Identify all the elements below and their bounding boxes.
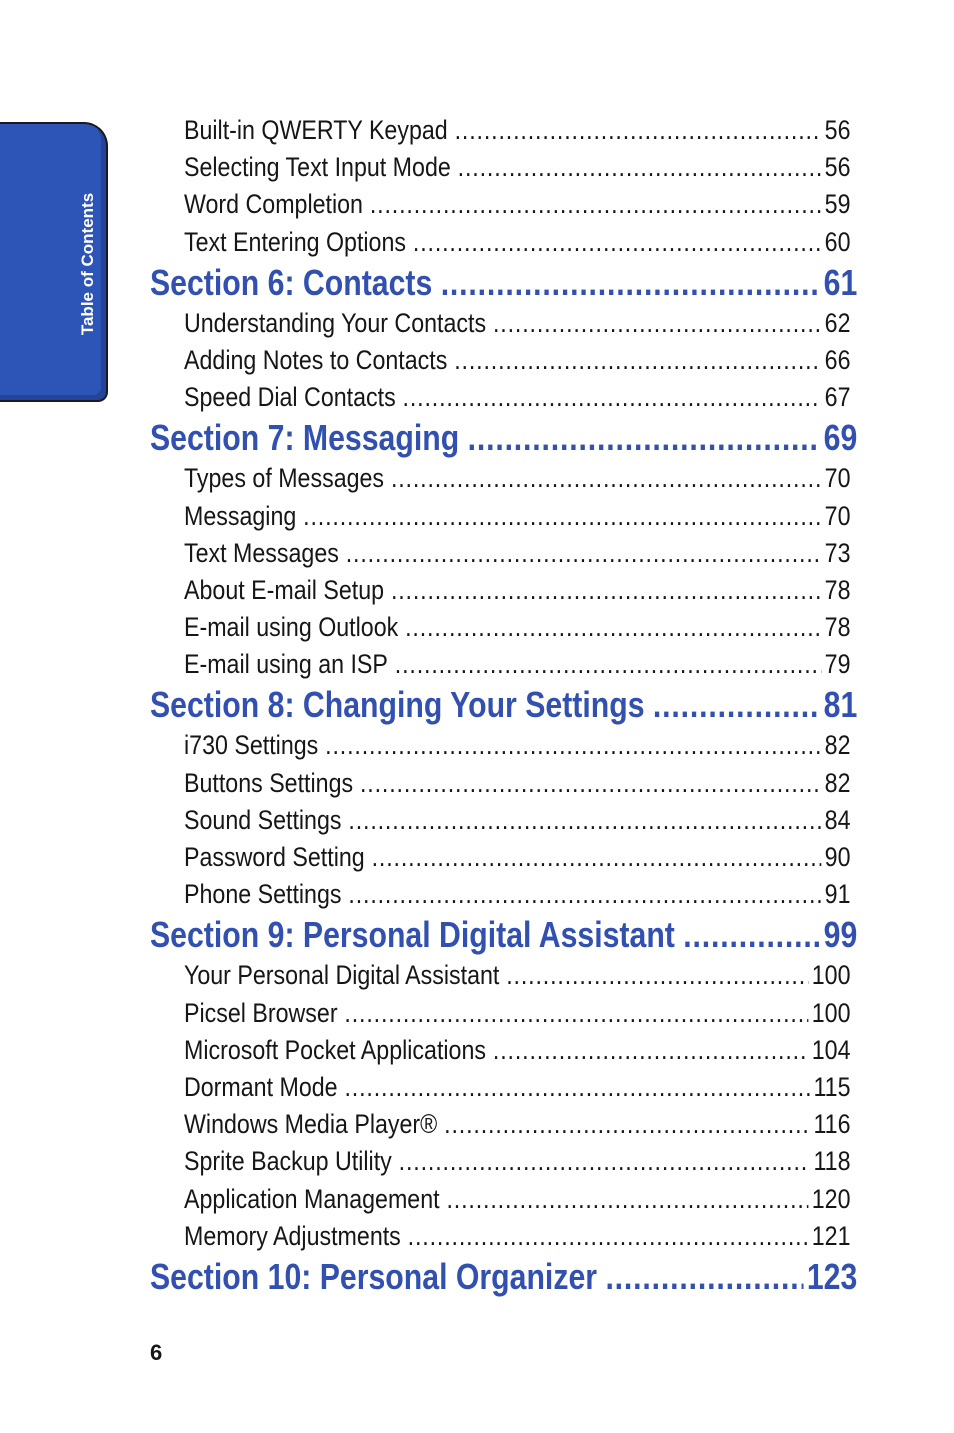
toc-entry[interactable] xyxy=(184,112,851,149)
entry-page-number: 56 xyxy=(824,152,851,183)
dot-leader xyxy=(325,727,821,764)
entry-title: Word Completion xyxy=(184,189,363,220)
dot-leader xyxy=(458,149,822,186)
entry-title: Adding Notes to Contacts xyxy=(184,344,448,375)
dot-leader xyxy=(446,1181,808,1218)
dot-leader xyxy=(346,535,821,572)
entry-page-number: 82 xyxy=(824,730,851,761)
dot-leader xyxy=(493,1032,808,1069)
section-title: Section 10: Personal Organizer xyxy=(150,1255,598,1297)
toc-entry[interactable] xyxy=(184,1143,851,1180)
entry-title: Picsel Browser xyxy=(184,997,338,1028)
section-page-number: 61 xyxy=(823,261,858,303)
entry-page-number: 66 xyxy=(824,344,851,375)
side-tab-label: Table of Contents xyxy=(78,192,97,336)
entry-title: Messaging xyxy=(184,500,297,531)
dot-leader xyxy=(408,1218,809,1255)
dot-leader xyxy=(360,765,821,802)
entry-title: Windows Media Player® xyxy=(184,1109,438,1140)
toc-entry[interactable] xyxy=(184,572,851,609)
toc-entry[interactable] xyxy=(184,1032,851,1069)
dot-leader xyxy=(493,305,821,342)
section-title: Section 7: Messaging xyxy=(150,417,460,459)
dot-leader xyxy=(444,1106,810,1143)
dot-leader xyxy=(403,379,822,416)
entry-title: E-mail using Outlook xyxy=(184,612,399,643)
entry-title: About E-mail Setup xyxy=(184,574,385,605)
entry-page-number: 120 xyxy=(811,1183,851,1214)
toc-section-heading[interactable] xyxy=(150,416,857,460)
entry-page-number: 118 xyxy=(813,1146,851,1177)
dot-leader xyxy=(454,342,821,379)
entry-page-number: 56 xyxy=(824,115,851,145)
toc-entry[interactable] xyxy=(184,460,851,497)
entry-page-number: 78 xyxy=(824,612,851,643)
toc-entry[interactable] xyxy=(184,1106,851,1143)
entry-title: i730 Settings xyxy=(184,730,319,761)
entry-page-number: 84 xyxy=(824,804,851,835)
dot-leader xyxy=(399,1143,810,1180)
entry-title: Text Entering Options xyxy=(184,226,407,257)
section-title: Section 8: Changing Your Settings xyxy=(150,684,645,726)
section-page-number: 81 xyxy=(823,684,858,726)
dot-leader xyxy=(370,186,821,223)
toc-entry[interactable] xyxy=(184,957,851,994)
toc-entry[interactable] xyxy=(184,839,851,876)
dot-leader xyxy=(405,609,821,646)
section-title: Section 6: Contacts xyxy=(150,261,433,303)
entry-page-number: 104 xyxy=(811,1034,851,1065)
dot-leader xyxy=(653,683,820,727)
entry-title: Understanding Your Contacts xyxy=(184,307,487,338)
entry-page-number: 79 xyxy=(824,649,851,680)
toc-entry[interactable] xyxy=(184,379,851,416)
toc-entry[interactable] xyxy=(184,342,851,379)
entry-page-number: 115 xyxy=(813,1071,851,1102)
entry-title: Application Management xyxy=(184,1183,440,1214)
dot-leader xyxy=(455,112,822,149)
toc-section-heading[interactable] xyxy=(150,1255,857,1299)
entry-page-number: 59 xyxy=(824,189,851,220)
entry-page-number: 82 xyxy=(824,767,851,798)
entry-title: Selecting Text Input Mode xyxy=(184,152,451,183)
entry-page-number: 78 xyxy=(824,574,851,605)
entry-title: Phone Settings xyxy=(184,879,342,910)
entry-title: Sound Settings xyxy=(184,804,342,835)
dot-leader xyxy=(605,1255,803,1299)
entry-title: Memory Adjustments xyxy=(184,1220,401,1251)
toc-entry[interactable] xyxy=(184,186,851,223)
entry-page-number: 70 xyxy=(824,500,851,531)
dot-leader xyxy=(303,498,821,535)
entry-page-number: 60 xyxy=(824,226,851,257)
entry-title: E-mail using an ISP xyxy=(184,649,388,680)
entry-title: Built-in QWERTY Keypad xyxy=(184,115,448,145)
toc-entry[interactable] xyxy=(184,995,851,1032)
dot-leader xyxy=(391,460,821,497)
dot-leader xyxy=(395,646,821,683)
toc-entry[interactable] xyxy=(184,1069,851,1106)
section-page-number: 99 xyxy=(823,914,858,956)
dot-leader xyxy=(413,224,821,261)
toc-entry[interactable] xyxy=(184,646,851,683)
entry-page-number: 62 xyxy=(824,307,851,338)
section-page-number: 69 xyxy=(823,417,858,459)
entry-title: Microsoft Pocket Applications xyxy=(184,1034,487,1065)
toc-section-heading[interactable] xyxy=(150,913,857,957)
entry-page-number: 116 xyxy=(813,1109,851,1140)
toc-section-heading[interactable] xyxy=(150,683,857,727)
entry-title: Your Personal Digital Assistant xyxy=(184,960,500,991)
toc-entry[interactable] xyxy=(184,305,851,342)
page-number: 6 xyxy=(150,1340,163,1365)
entry-title: Text Messages xyxy=(184,537,339,568)
dot-leader xyxy=(441,261,821,305)
entry-title: Speed Dial Contacts xyxy=(184,382,396,413)
entry-page-number: 100 xyxy=(811,997,851,1028)
dot-leader xyxy=(344,995,808,1032)
entry-page-number: 121 xyxy=(811,1220,851,1251)
entry-page-number: 67 xyxy=(824,382,851,413)
toc-entry[interactable] xyxy=(184,224,851,261)
entry-title: Buttons Settings xyxy=(184,767,354,798)
toc-entry[interactable] xyxy=(184,498,851,535)
dot-leader xyxy=(348,876,821,913)
dot-leader xyxy=(391,572,821,609)
dot-leader xyxy=(468,416,821,460)
section-page-number: 123 xyxy=(806,1255,858,1297)
entry-page-number: 91 xyxy=(824,879,851,910)
toc-entry[interactable] xyxy=(184,765,851,802)
entry-page-number: 90 xyxy=(824,842,851,872)
dot-leader xyxy=(348,802,821,839)
entry-page-number: 100 xyxy=(811,960,851,991)
dot-leader xyxy=(506,957,808,994)
section-title: Section 9: Personal Digital Assistant xyxy=(150,914,675,956)
entry-page-number: 70 xyxy=(824,463,851,494)
toc-entry[interactable] xyxy=(184,149,851,186)
toc-entry[interactable] xyxy=(184,1181,851,1218)
toc-entry[interactable] xyxy=(184,727,851,764)
toc-entry[interactable] xyxy=(184,876,851,913)
dot-leader xyxy=(344,1069,810,1106)
entry-title: Types of Messages xyxy=(184,463,385,494)
entry-title: Sprite Backup Utility xyxy=(184,1146,392,1177)
toc-section-heading[interactable] xyxy=(150,261,857,305)
entry-title: Dormant Mode xyxy=(184,1071,338,1102)
toc-entry[interactable] xyxy=(184,609,851,646)
toc-entry[interactable] xyxy=(184,802,851,839)
toc-entry[interactable] xyxy=(184,1218,851,1255)
dot-leader xyxy=(372,839,822,876)
entry-title: Password Setting xyxy=(184,842,365,872)
toc-entry[interactable] xyxy=(184,535,851,572)
entry-page-number: 73 xyxy=(824,537,851,568)
dot-leader xyxy=(683,913,820,957)
table-of-contents xyxy=(150,112,858,1299)
